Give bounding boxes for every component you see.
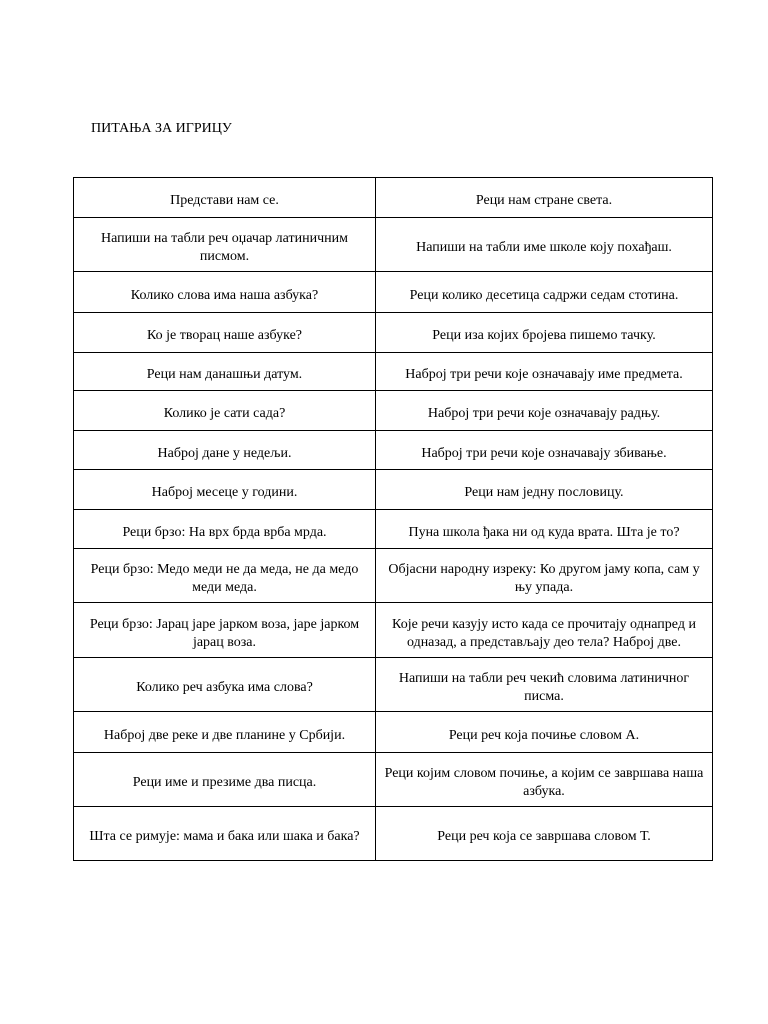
page-title: ПИТАЊА ЗА ИГРИЦУ xyxy=(91,121,232,136)
table-row xyxy=(74,753,713,807)
question-cell-left: Шта се римује: мама и бака или шака и бака? xyxy=(74,807,376,861)
table-row xyxy=(74,603,713,658)
question-cell-left: Ко је творац наше азбуке? xyxy=(74,313,376,353)
question-cell-right: Наброј три речи које означавају збивање. xyxy=(376,431,713,470)
question-cell-right: Реци иза којих бројева пишемо тачку. xyxy=(376,313,713,353)
table-row xyxy=(74,549,713,603)
question-cell-left: Наброј месеце у години. xyxy=(74,470,376,510)
table-row xyxy=(74,272,713,313)
question-cell-left: Колико реч азбука има слова? xyxy=(74,658,376,712)
question-cell-left: Колико слова има наша азбука? xyxy=(74,272,376,313)
table-row xyxy=(74,178,713,218)
question-cell-left: Напиши на табли реч оџачар латиничним писмом. xyxy=(74,218,376,272)
question-cell-left: Реци брзо: На врх брда врба мрда. xyxy=(74,510,376,549)
question-cell-right: Реци реч која се завршава словом Т. xyxy=(376,807,713,861)
table-row xyxy=(74,353,713,391)
question-cell-right: Реци колико десетица садржи седам стотина. xyxy=(376,272,713,313)
question-cell-right: Реци којим словом почиње, а којим се завршава наша азбука. xyxy=(376,753,713,807)
question-cell-left: Наброј две реке и две планине у Србији. xyxy=(74,712,376,753)
question-cell-right: Напиши на табли реч чекић словима латиничног писма. xyxy=(376,658,713,712)
table-row xyxy=(74,658,713,712)
table-row xyxy=(74,712,713,753)
questions-table xyxy=(73,177,713,861)
question-cell-left: Реци брзо: Медо меди не да меда, не да медо меди меда. xyxy=(74,549,376,603)
table-row xyxy=(74,218,713,272)
question-cell-right: Пуна школа ђака ни од куда врата. Шта је то? xyxy=(376,510,713,549)
question-cell-right: Напиши на табли име школе коју похађаш. xyxy=(376,218,713,272)
question-cell-right: Реци нам стране света. xyxy=(376,178,713,218)
table-row xyxy=(74,313,713,353)
question-cell-left: Реци нам данашњи датум. xyxy=(74,353,376,391)
table-row xyxy=(74,470,713,510)
question-cell-right: Које речи казују исто када се прочитају однапред и одназад, а представљају део тела? Наброј две. xyxy=(376,603,713,658)
question-cell-right: Наброј три речи које означавају име предмета. xyxy=(376,353,713,391)
table-row xyxy=(74,431,713,470)
question-cell-left: Представи нам се. xyxy=(74,178,376,218)
question-cell-left: Реци брзо: Јарац јаре јарком воза, јаре јарком јарац воза. xyxy=(74,603,376,658)
question-cell-left: Колико је сати сада? xyxy=(74,391,376,431)
table-row xyxy=(74,807,713,861)
question-cell-right: Реци нам једну пословицу. xyxy=(376,470,713,510)
question-cell-right: Реци реч која почиње словом А. xyxy=(376,712,713,753)
question-cell-left: Наброј дане у недељи. xyxy=(74,431,376,470)
table-row xyxy=(74,391,713,431)
question-cell-right: Објасни народну изреку: Ко другом јаму копа, сам у њу упада. xyxy=(376,549,713,603)
table-row xyxy=(74,510,713,549)
question-cell-right: Наброј три речи које означавају радњу. xyxy=(376,391,713,431)
question-cell-left: Реци име и презиме два писца. xyxy=(74,753,376,807)
